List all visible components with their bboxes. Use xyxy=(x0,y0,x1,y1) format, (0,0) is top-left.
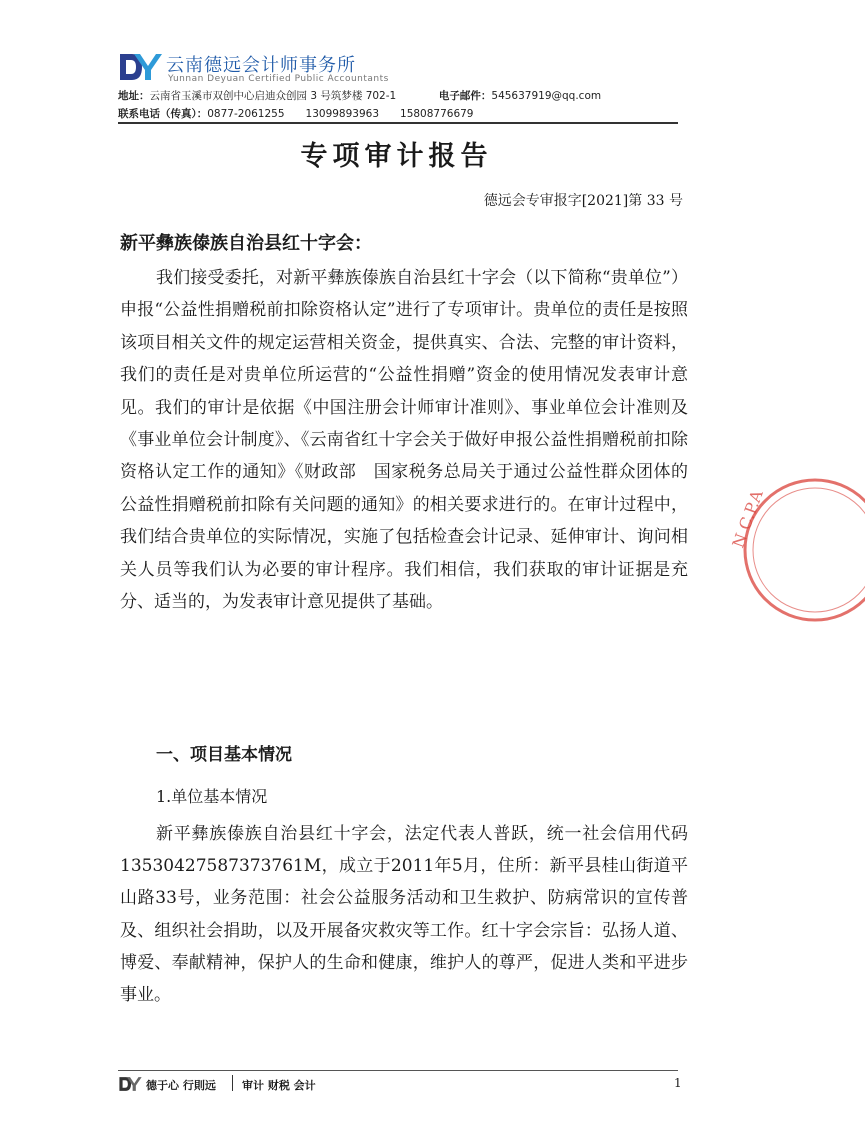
email-value: 545637919@qq.com xyxy=(491,90,602,102)
address-label: 地址： xyxy=(118,90,150,102)
subsection-heading-unit-info: 1.单位基本情况 xyxy=(156,787,268,806)
phone-value: 0877-2061255 13099893963 15808776679 xyxy=(207,108,474,120)
header-divider xyxy=(118,122,678,124)
firm-name: 云南德远会计师事务所 xyxy=(166,55,356,76)
footer-separator xyxy=(232,1075,233,1091)
intro-paragraph: 我们接受委托，对新平彝族傣族自治县红十字会（以下简称“贵单位”）申报“公益性捐赠税前扣除资格认定”进行了专项审计。贵单位的责任是按照该项目相关文件的规定运营相关资金，提供真实、合法、完整的审计资料，我们的责任是对贵单位所运营的“公益性捐赠”资金的使用情况发表审计意见。我们的审计是依据《中国注册会计师审计准则》、事业单位会计准则及《事业单位会计制度》、《云南省红十字会关于做好申报公益性捐赠税前扣除资格认定工作的通知》《财政部 国家税务总局关于通过公益性群众团体的公益性捐赠税前扣除有关问题的通知》的相关要求进行的。在审计过程中，我们结合贵单位的实际情况，实施了包括检查会计记录、延伸审计、询问相关人员等我们认为必要的审计程序。我们相信，我们获取的审计证据是充分、适当的，为发表审计意见提供了基础。 xyxy=(120,268,688,613)
address-line xyxy=(118,88,601,103)
page-number: 1 xyxy=(674,1076,682,1090)
firm-name-en: Yunnan Deyuan Certified Public Accountants xyxy=(168,74,389,84)
phone-line xyxy=(118,106,474,121)
email-label: 电子邮件： xyxy=(438,90,492,102)
addressee: 新平彝族傣族自治县红十字会： xyxy=(120,233,372,254)
svg-text:N C.P.A: N C.P.A xyxy=(728,487,767,551)
section-heading-project-info: 一、项目基本情况 xyxy=(156,745,292,765)
footer-slogan: 德于心 行則远 xyxy=(146,1079,216,1092)
intro-section xyxy=(120,262,688,618)
phone-label: 联系电话（传真）： xyxy=(118,108,208,120)
document-title: 专项审计报告 xyxy=(300,141,493,172)
footer-divider xyxy=(118,1070,678,1071)
footer-services: 审计 财税 会计 xyxy=(242,1079,316,1092)
unit-paragraph: 新平彝族傣族自治县红十字会，法定代表人普跃，统一社会信用代码13530427587373761M，成立于2011年5月，住所：新平县桂山街道平山路33号，业务范围：社会公益服务活动和卫生救护、防病常识的宣传普及、组织社会捐助，以及开展备灾救灾等工作。红十字会宗旨：弘扬人道、博爱、奉献精神，保护人的生命和健康，维护人的尊严，促进人类和平进步事业。 xyxy=(120,824,688,1006)
footer-logo-icon xyxy=(118,1075,142,1093)
firm-logo-icon xyxy=(118,50,162,84)
seal-stamp-icon xyxy=(728,470,865,630)
address-value: 云南省玉溪市双创中心启迪众创园 3 号筑梦楼 702-1 xyxy=(149,90,397,102)
report-number: 德远会专审报字[2021]第 33 号 xyxy=(483,193,683,209)
unit-info-section xyxy=(120,818,688,1011)
